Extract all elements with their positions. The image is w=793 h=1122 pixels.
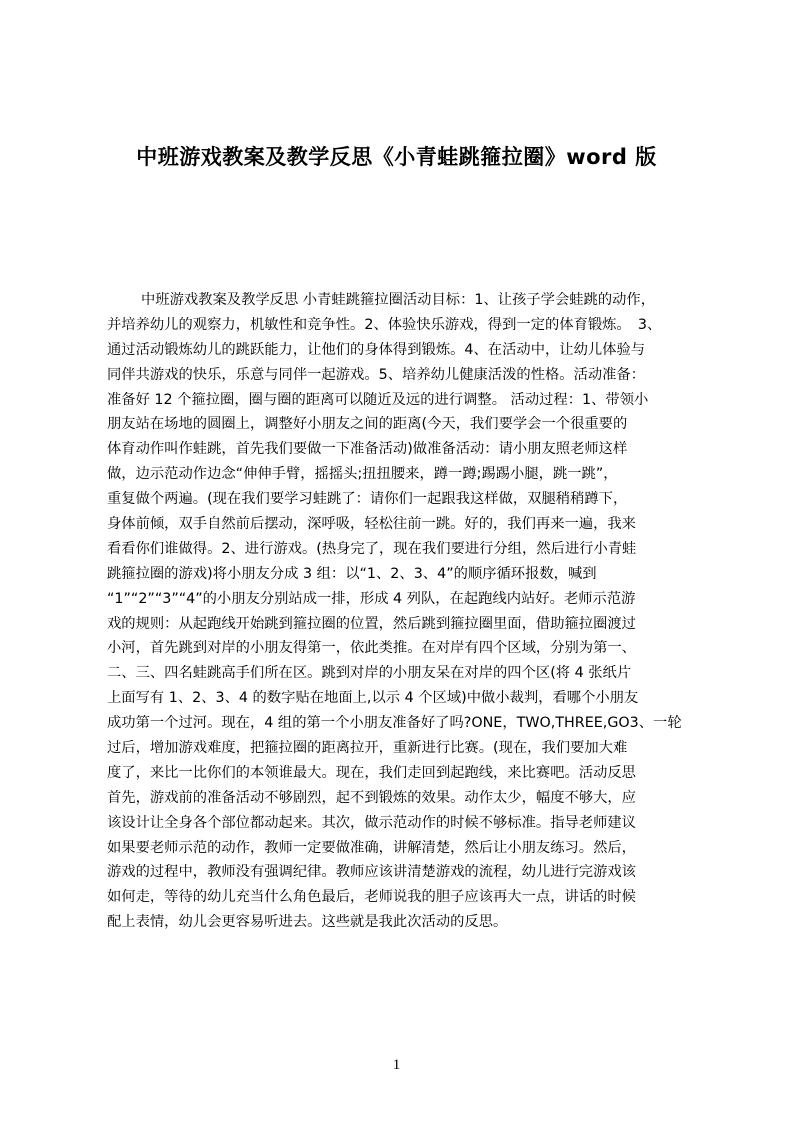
body-line: 过后，增加游戏难度，把箍拉圈的距离拉开，重新进行比赛。(现在，我们要加大难 [107, 740, 628, 757]
body-line: 该设计让全身各个部位都动起来。其次，做示范动作的时候不够标准。指导老师建议 [107, 814, 636, 831]
document-title: 中班游戏教案及教学反思《小青蛙跳箍拉圈》word 版 [136, 145, 657, 169]
body-line: 看看你们谁做得。2、进行游戏。(热身完了，现在我们要进行分组，然后进行小青蛙 [107, 540, 637, 557]
body-line: 如何走，等待的幼儿充当什么角色最后，老师说我的胆子应该再大一点，讲话的时候 [107, 889, 636, 906]
body-line: “1”“2”“3”“4”的小朋友分别站成一排，形成 4 列队，在起跑线内站好。老师示范游 [107, 590, 636, 607]
body-line: 游戏的过程中，教师没有强调纪律。教师应该讲清楚游戏的流程，幼儿进行完游戏该 [107, 864, 636, 881]
body-line: 做，边示范动作边念“伸伸手臂，摇摇头;扭扭腰来，蹲一蹲;踢踢小腿，跳一跳”， [107, 466, 618, 483]
body-line: 配上表情，幼儿会更容易听进去。这些就是我此次活动的反思。 [107, 914, 508, 931]
body-line: 成功第一个过河。现在，4 组的第一个小朋友准备好了吗?ONE，TWO,THREE,GO3、一轮 [107, 715, 682, 732]
body-line: 跳箍拉圈的游戏)将小朋友分成 3 组：以“1、2、3、4”的顺序循环报数，喊到 [107, 565, 597, 582]
body-line: 重复做个两遍。(现在我们要学习蛙跳了：请你们一起跟我这样做，双腿稍稍蹲下， [107, 491, 628, 508]
document-body [107, 288, 707, 935]
body-line: 戏的规则：从起跑线开始跳到箍拉圈的位置，然后跳到箍拉圈里面，借助箍拉圈渡过 [107, 615, 636, 632]
body-line: 准备好 12 个箍拉圈，圈与圈的距离可以随近及远的进行调整。 活动过程：1、带领小 [107, 391, 649, 408]
body-line: 体育动作叫作蛙跳，首先我们要做一下准备活动)做准备活动：请小朋友照老师这样 [107, 441, 628, 458]
body-line: 同伴共游戏的快乐，乐意与同伴一起游戏。5、培养幼儿健康活泼的性格。活动准备： [107, 366, 646, 383]
body-line: 二、三、四名蛙跳高手们所在区。跳到对岸的小朋友呆在对岸的四个区(将 4 张纸片 [107, 665, 632, 682]
body-line: 身体前倾，双手自然前后摆动，深呼吸，轻松往前一跳。好的，我们再来一遍，我来 [107, 516, 636, 533]
body-line: 上面写有 1、2、3、4 的数字贴在地面上,以示 4 个区域)中做小裁判，看哪个小朋友 [107, 690, 639, 707]
page-number: 1 [392, 1057, 401, 1073]
body-line: 朋友站在场地的圆圈上，调整好小朋友之间的距离(今天，我们要学会一个很重要的 [107, 416, 628, 433]
body-line: 小河，首先跳到对岸的小朋友得第一，依此类推。在对岸有四个区域，分别为第一、 [107, 640, 636, 657]
body-line: 通过活动锻炼幼儿的跳跃能力，让他们的身体得到锻炼。4、在活动中，让幼儿体验与 [107, 341, 646, 358]
body-line: 首先，游戏前的准备活动不够剧烈，起不到锻炼的效果。动作太少，幅度不够大，应 [107, 789, 636, 806]
body-line: 中班游戏教案及教学反思 小青蛙跳箍拉圈活动目标：1、让孩子学会蛙跳的动作， [141, 292, 656, 308]
body-line: 并培养幼儿的观察力，机敏性和竞争性。2、体验快乐游戏，得到一定的体育锻炼。 3、 [107, 316, 662, 333]
body-line: 度了，来比一比你们的本领谁最大。现在，我们走回到起跑线，来比赛吧。活动反思 [107, 764, 636, 781]
body-line: 如果要老师示范的动作，教师一定要做准确，讲解清楚，然后让小朋友练习。然后， [107, 839, 636, 856]
